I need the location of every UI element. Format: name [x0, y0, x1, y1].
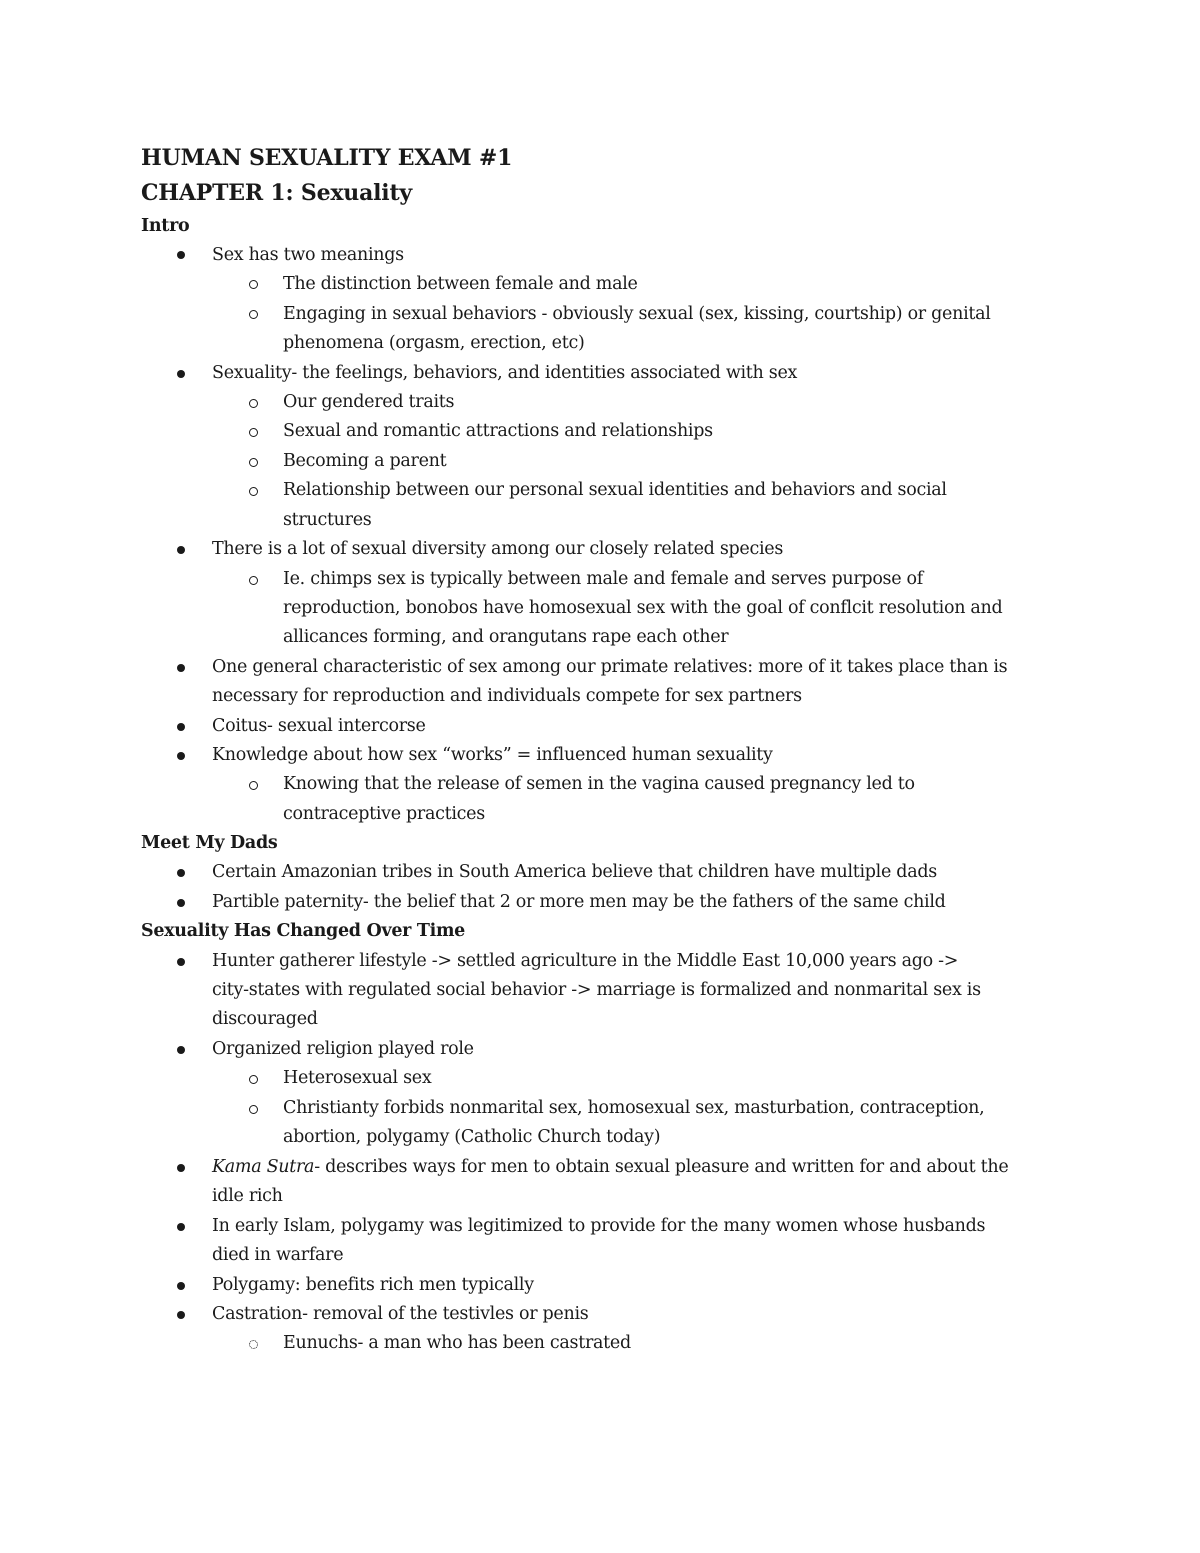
list-item: Polygamy: benefits rich men typically	[212, 1275, 534, 1295]
sub-list-item: Relationship between our personal sexual identities and behaviors and social	[283, 480, 947, 500]
sub-bullet-icon	[249, 428, 258, 437]
bullet-icon	[177, 723, 185, 731]
sub-list-item-continuation: contraceptive practices	[283, 804, 485, 824]
list-item: In early Islam, polygamy was legitimized to provide for the many women whose husbands	[212, 1216, 986, 1236]
sub-list-item: Heterosexual sex	[283, 1068, 432, 1088]
sub-list-item: The distinction between female and male	[283, 274, 638, 294]
sub-bullet-icon	[249, 781, 258, 790]
sub-bullet-icon	[249, 1340, 258, 1349]
sub-list-item: Christianty forbids nonmarital sex, homosexual sex, masturbation, contraception,	[283, 1098, 985, 1118]
sub-bullet-icon	[249, 487, 258, 496]
list-item	[212, 1156, 1008, 1178]
list-item-continuation: necessary for reproduction and individuals compete for sex partners	[212, 686, 802, 706]
list-item-continuation: city-states with regulated social behavior -> marriage is formalized and nonmarital sex is	[212, 980, 981, 1000]
sub-list-item: Knowing that the release of semen in the vagina caused pregnancy led to	[283, 774, 915, 794]
sub-list-item: Our gendered traits	[283, 392, 455, 412]
sub-list-item: Becoming a parent	[283, 451, 447, 471]
section-heading-intro: Intro	[141, 216, 190, 236]
list-item: Hunter gatherer lifestyle -> settled agriculture in the Middle East 10,000 years ago ->	[212, 951, 959, 971]
list-item: Sexuality- the feelings, behaviors, and identities associated with sex	[212, 363, 798, 383]
section-heading-dads: Meet My Dads	[141, 833, 278, 853]
section-heading-time: Sexuality Has Changed Over Time	[141, 921, 466, 941]
list-item: Certain Amazonian tribes in South America believe that children have multiple dads	[212, 862, 937, 882]
list-item: Coitus- sexual intercorse	[212, 716, 426, 736]
kama-sutra-title: Kama Sutra	[212, 1157, 315, 1177]
bullet-icon	[177, 899, 185, 907]
list-item-continuation: discouraged	[212, 1009, 318, 1029]
sub-list-item-continuation: abortion, polygamy (Catholic Church today)	[283, 1127, 661, 1147]
sub-list-item: Engaging in sexual behaviors - obviously sexual (sex, kissing, courtship) or genital	[283, 304, 991, 324]
sub-list-item: Ie. chimps sex is typically between male and female and serves purpose of	[283, 569, 923, 589]
sub-bullet-icon	[249, 576, 258, 585]
bullet-icon	[177, 546, 185, 554]
sub-bullet-icon	[249, 310, 258, 319]
sub-list-item: Sexual and romantic attractions and relationships	[283, 421, 713, 441]
sub-list-item-continuation: allicances forming, and orangutans rape each other	[283, 627, 729, 647]
bullet-icon	[177, 1311, 185, 1319]
sub-list-item: Eunuchs- a man who has been castrated	[283, 1333, 631, 1353]
bullet-icon	[177, 1046, 185, 1054]
list-item: There is a lot of sexual diversity among our closely related species	[212, 539, 783, 559]
list-item: Organized religion played role	[212, 1039, 474, 1059]
list-item-continuation: idle rich	[212, 1186, 283, 1206]
list-item: Sex has two meanings	[212, 245, 404, 265]
bullet-icon	[177, 958, 185, 966]
chapter-heading: CHAPTER 1: Sexuality	[141, 180, 412, 206]
sub-bullet-icon	[249, 399, 258, 408]
bullet-icon	[177, 1164, 185, 1172]
document-title: HUMAN SEXUALITY EXAM #1	[141, 145, 513, 171]
bullet-icon	[177, 1223, 185, 1231]
bullet-icon	[177, 370, 185, 378]
bullet-icon	[177, 752, 185, 760]
bullet-icon	[177, 869, 185, 877]
bullet-icon	[177, 664, 185, 672]
sub-bullet-icon	[249, 280, 258, 289]
list-item: Castration- removal of the testivles or penis	[212, 1304, 589, 1324]
list-item: Knowledge about how sex “works” = influenced human sexuality	[212, 745, 773, 765]
sub-bullet-icon	[249, 1075, 258, 1084]
list-item: Partible paternity- the belief that 2 or more men may be the fathers of the same child	[212, 892, 946, 912]
bullet-icon	[177, 251, 185, 259]
sub-list-item-continuation: structures	[283, 510, 372, 530]
bullet-icon	[177, 1282, 185, 1290]
sub-bullet-icon	[249, 1105, 258, 1114]
list-item: One general characteristic of sex among our primate relatives: more of it takes place than is	[212, 657, 1008, 677]
list-item-continuation: died in warfare	[212, 1245, 344, 1265]
sub-list-item-continuation: phenomena (orgasm, erection, etc)	[283, 333, 585, 353]
sub-list-item-continuation: reproduction, bonobos have homosexual sex with the goal of conflcit resolution and	[283, 598, 1003, 618]
kama-sutra-description: - describes ways for men to obtain sexual pleasure and written for and about the	[314, 1157, 1009, 1177]
sub-bullet-icon	[249, 458, 258, 467]
